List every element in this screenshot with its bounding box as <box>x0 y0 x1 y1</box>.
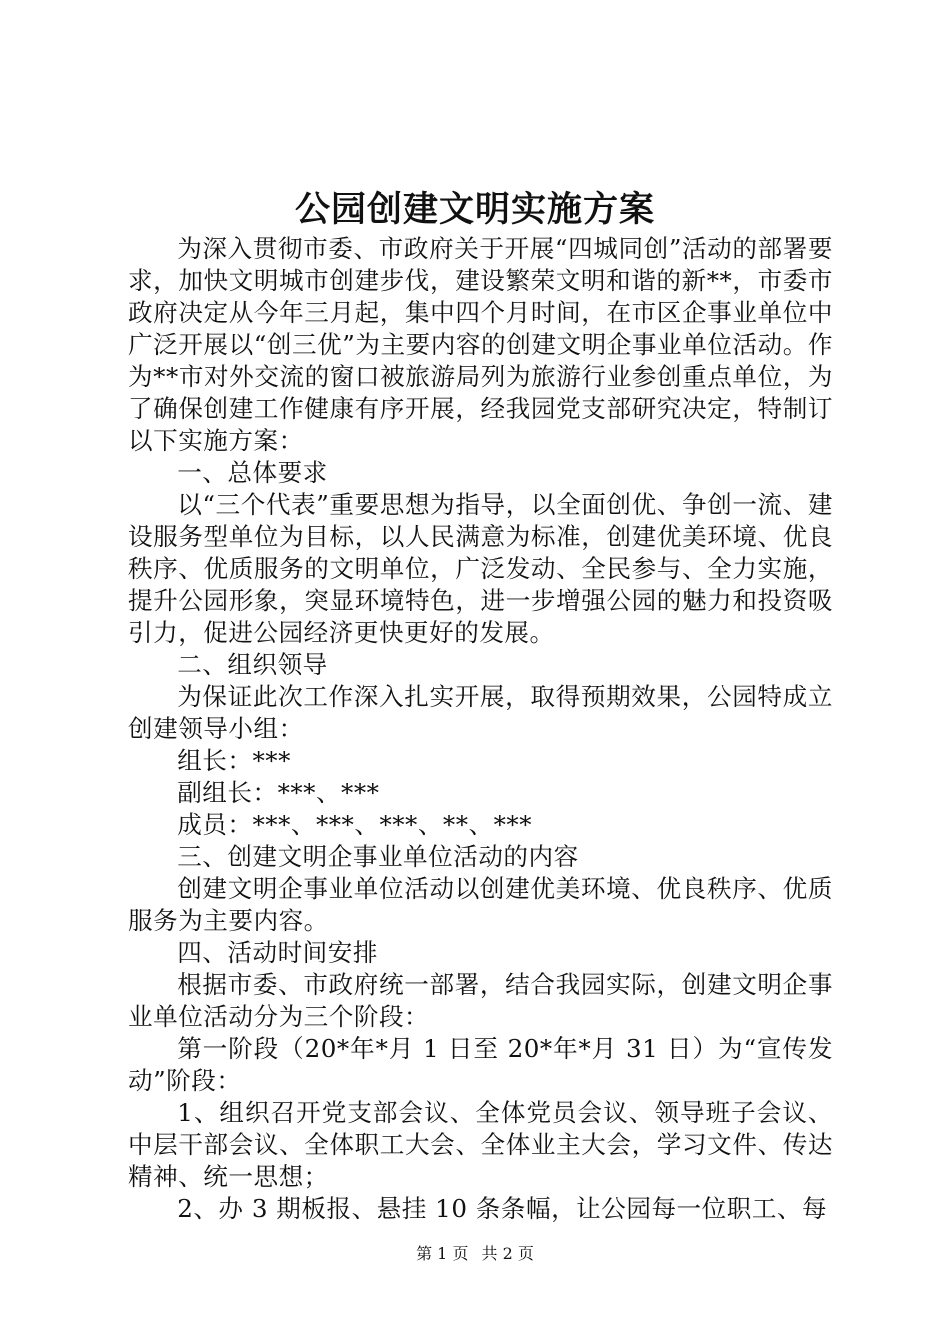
page-number: 第 1 页 <box>416 1244 469 1263</box>
paragraph-content: 创建文明企事业单位活动以创建优美环境、优良秩序、优质服务为主要内容。 <box>128 874 833 935</box>
section-heading-2: 二、组织领导 <box>177 650 328 679</box>
paragraph-leadership: 为保证此次工作深入扎实开展，取得预期效果，公园特成立创建领导小组： <box>128 682 833 743</box>
members-line: 成员：***、***、***、**、*** <box>177 810 533 839</box>
page-total: 共 2 页 <box>481 1244 534 1263</box>
paragraph-stage-one: 第一阶段（20*年*月 1 日至 20*年*月 31 日）为“宣传发动”阶段： <box>128 1034 833 1095</box>
document-body <box>128 233 833 1225</box>
page-footer <box>0 1242 950 1266</box>
section-heading-3: 三、创建文明企事业单位活动的内容 <box>177 842 579 871</box>
paragraph-schedule: 根据市委、市政府统一部署，结合我园实际，创建文明企事业单位活动分为三个阶段： <box>128 970 833 1031</box>
document-title: 公园创建文明实施方案 <box>294 189 655 230</box>
paragraph-intro: 为深入贯彻市委、市政府关于开展“四城同创”活动的部署要求，加快文明城市创建步伐，建设繁荣文明和谐的新**，市委市政府决定从今年三月起，集中四个月时间，在市区企事业单位中广泛开展以“创三优”为主要内容的创建文明企事业单位活动。作为**市对外交流的窗口被旅游局列为旅游行业参创重点单位，为了确保创建工作健康有序开展，经我园党支部研究决定，特制订以下实施方案： <box>128 234 833 455</box>
list-item-1: 1、组织召开党支部会议、全体党员会议、领导班子会议、中层干部会议、全体职工大会、全体业主大会，学习文件、传达精神、统一思想； <box>128 1098 833 1191</box>
section-heading-4: 四、活动时间安排 <box>177 938 378 967</box>
section-heading-1: 一、总体要求 <box>177 458 328 487</box>
deputy-leader-line: 副组长：***、*** <box>177 778 380 807</box>
list-item-2: 2、办 3 期板报、悬挂 10 条条幅，让公园每一位职工、每 <box>177 1194 828 1223</box>
leader-line: 组长：*** <box>177 746 291 775</box>
paragraph-requirements: 以“三个代表”重要思想为指导，以全面创优、争创一流、建设服务型单位为目标，以人民满意为标准，创建优美环境、优良秩序、优质服务的文明单位，广泛发动、全民参与、全力实施，提升公园形象，突显环境特色，进一步增强公园的魅力和投资吸引力，促进公园经济更快更好的发展。 <box>128 490 833 647</box>
